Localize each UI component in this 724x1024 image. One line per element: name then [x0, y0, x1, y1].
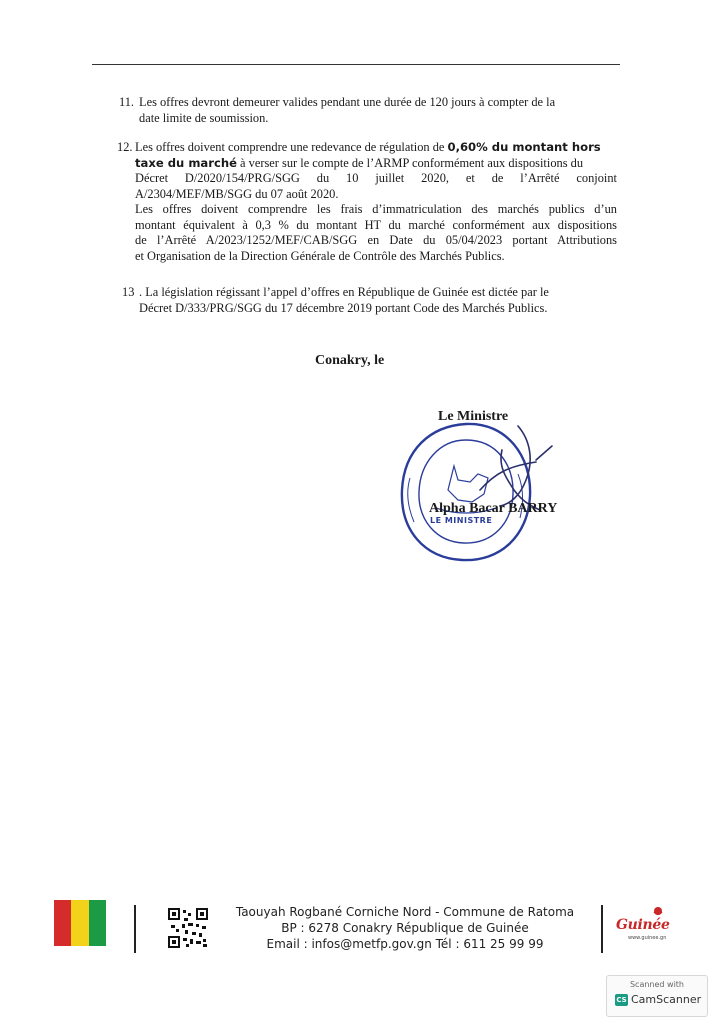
flag-stripe-yellow — [71, 900, 88, 946]
scanner-name: CamScanner — [631, 993, 702, 1006]
flag-stripe-red — [54, 900, 71, 946]
clause-text-line: Les offres devront demeurer valides pendant une durée de 120 jours à compter de la — [139, 95, 556, 109]
footer-contact: Email : infos@metfp.gov.gn Tél : 611 25 99 99 — [266, 937, 544, 951]
stamp-label: LE MINISTRE — [430, 516, 493, 525]
clause-text-line: Les offres doivent comprendre une redevance de régulation de 0,60% du montant hors — [135, 140, 601, 154]
clause-text-line: Décret D/333/PRG/SGG du 17 décembre 2019 portant Code des Marchés Publics. — [139, 300, 548, 315]
clause-text-line: A/2304/MEF/MB/SGG du 07 août 2020. — [135, 186, 339, 201]
footer-divider — [601, 905, 603, 953]
clause-text-line: Les offres doivent comprendre les frais d’immatriculation des marchés publics d’un — [135, 202, 617, 216]
footer-po-box: BP : 6278 Conakry République de Guinée — [281, 921, 529, 935]
clause-text-line: et Organisation de la Direction Générale de Contrôle des Marchés Publics. — [135, 248, 505, 263]
clause-text-line: date limite de soumission. — [139, 110, 269, 125]
guinea-flag-icon — [54, 900, 106, 946]
clause-number: 13 — [122, 285, 135, 299]
guinee-logo-url: www.guinee.gn — [628, 935, 667, 941]
footer-address-block — [215, 904, 595, 952]
header-rule — [92, 64, 620, 65]
fee-highlight: taxe du marché — [135, 155, 237, 170]
clause-text-line: Décret D/2020/154/PRG/SGG du 10 juillet 2020, et de l’Arrêté conjoint — [135, 171, 617, 185]
flag-stripe-green — [89, 900, 106, 946]
clause-text-line: de l’Arrêté A/2023/1252/MEF/CAB/SGG en Date du 05/04/2023 portant Attributions — [135, 233, 617, 247]
guinee-logo-text: Guinée — [616, 917, 670, 933]
fee-highlight: 0,60% du montant hors — [447, 140, 601, 154]
place-date-line: Conakry, le — [315, 353, 385, 368]
clause-number: 11. — [119, 95, 135, 109]
footer-address: Taouyah Rogbané Corniche Nord - Commune de Ratoma — [235, 905, 575, 919]
minister-name: Alpha Bacar BARRY — [429, 501, 558, 516]
scanner-caption: Scanned with — [629, 980, 685, 989]
clause-text-line: taxe du marché à verser sur le compte de l’ARMP conformément aux dispositions du — [135, 155, 584, 170]
qr-code-icon — [168, 908, 208, 948]
camscanner-badge-icon: CS — [616, 996, 627, 1004]
clause-text-line: . La législation régissant l’appel d’offres en République de Guinée est dictée par le — [139, 285, 549, 299]
minister-title: Le Ministre — [438, 409, 509, 424]
camscanner-watermark — [606, 975, 708, 1017]
footer-divider — [134, 905, 136, 953]
clause-number: 12. — [117, 140, 133, 154]
clause-text-line: montant équivalent à 0,3 % du montant HT du marché conformément aux dispositions — [135, 217, 617, 232]
